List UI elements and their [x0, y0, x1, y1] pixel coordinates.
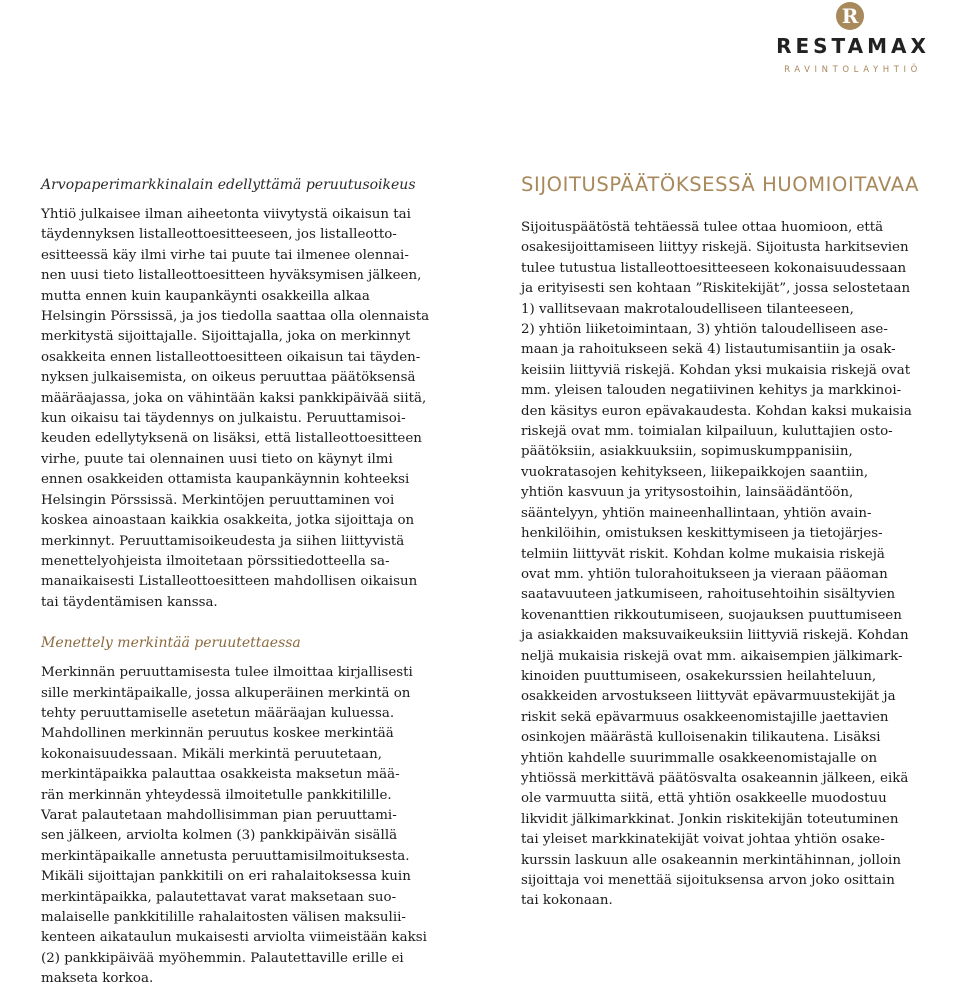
text-line: sijoittaja voi menettää sijoituksensa arvon joko osittain — [521, 873, 895, 888]
text-line: merkintäpaikalle annetusta peruuttamisilmoituksesta. — [41, 848, 410, 864]
text-line: osakkeiden arvostukseen liittyvät epävarmuustekijät ja — [521, 689, 896, 705]
text-line: 2) yhtiön liiketoimintaan, 3) yhtiön taloudelliseen ase- — [521, 322, 888, 338]
left-column — [41, 175, 461, 990]
text-line: täydennyksen listalleottoesitteeseen, jos listalleotto- — [41, 227, 397, 243]
text-line: maan ja rahoitukseen sekä 4) listautumisantiin ja osak- — [521, 342, 896, 358]
text-line: kinoiden puuttumiseen, osakekurssien heilahteluun, — [521, 668, 877, 684]
logo-tagline: RAVINTOLAYHTIÖ — [784, 65, 922, 75]
cancellation-procedure-paragraph — [41, 663, 461, 990]
text-line: kovenanttien rikkoutumiseen, suojauksen puuttumiseen — [521, 607, 902, 623]
text-line: ja erityisesti sen kohtaan ”Riskitekijät”, jossa selostetaan — [521, 281, 911, 297]
text-line: manaikaisesti Listalleottoesitteen mahdollisen oikaisun — [41, 574, 418, 590]
text-line: Sijoituspäätöstä tehtäessä tulee ottaa huomioon, että — [521, 220, 884, 235]
text-line: malaiselle pankkitilille rahalaitosten välisen maksulii- — [41, 910, 406, 925]
text-line: 1) vallitsevaan makrotaloudelliseen tilanteeseen, — [521, 301, 854, 317]
text-line: päätöksiin, asiakkuuksiin, sopimuskumppanisiin, — [521, 444, 853, 460]
text-line: merkinnyt. Peruuttamisoikeudesta ja siihen liittyvistä — [41, 533, 405, 549]
text-line: makseta korkoa. — [41, 971, 154, 987]
text-line: Mahdollinen merkinnän peruutus koskee merkintää — [41, 726, 394, 742]
text-line: Merkinnän peruuttamisesta tulee ilmoittaa kirjallisesti — [41, 665, 413, 681]
text-line: Helsingin Pörssissä. Merkintöjen peruuttaminen voi — [41, 492, 395, 508]
section-heading-cancellation-procedure: Menettely merkintää peruutettaessa — [41, 635, 301, 652]
text-line: Helsingin Pörssissä, ja jos tiedolla saattaa olla olennaista — [41, 309, 430, 325]
text-line: kun oikaisu tai täydennys on julkaistu. Peruuttamisoi- — [41, 411, 406, 427]
text-line: osakkeita ennen listalleottoesitteen oikaisun tai täyden- — [41, 349, 421, 365]
section-heading-investment-considerations: SIJOITUSPÄÄTÖKSESSÄ HUOMIOITAVAA — [521, 173, 920, 196]
text-line: kokonaisuudessaan. Mikäli merkintä peruutetaan, — [41, 746, 382, 762]
text-line: vuokratasojen kehitykseen, liikepaikkojen saantiin, — [521, 464, 869, 480]
right-column — [521, 172, 941, 912]
logo-badge-icon: R — [836, 2, 864, 30]
text-line: riskejä ovat mm. toimialan kilpailuun, kuluttajien osto- — [521, 424, 893, 440]
text-line: ennen osakkeiden ottamista kaupankäynnin kohteeksi — [41, 472, 410, 488]
text-line: telmiin liittyvät riskit. Kohdan kolme mukaisia riskejä — [521, 546, 885, 562]
text-line: määräajassa, joka on vähintään kaksi pankkipäivää siitä, — [41, 390, 427, 406]
text-line: sen jälkeen, arviolta kolmen (3) pankkipäivän sisällä — [41, 828, 398, 844]
text-line: ja asiakkaiden maksuvaikeuksiin liittyviä riskejä. Kohdan — [521, 628, 909, 644]
text-line: riskit sekä epävarmuus osakkeenomistajille jaettavien — [521, 709, 889, 725]
text-line: merkitystä sijoittajalle. Sijoittajalla, joka on merkinnyt — [41, 329, 411, 345]
logo-name: RESTAMAX — [776, 34, 930, 58]
text-line: kenteen aikataulun mukaisesti arviolta viimeistään kaksi — [41, 930, 427, 946]
text-line: (2) pankkipäivää myöhemmin. Palautettaville erille ei — [41, 950, 404, 966]
text-line: tai yleiset markkinatekijät voivat johtaa yhtiön osake- — [521, 832, 885, 848]
text-line: esitteessä käy ilmi virhe tai puute tai ilmenee olennai- — [41, 247, 409, 263]
text-line: neljä mukaisia riskejä ovat mm. aikaisempien jälkimark- — [521, 648, 903, 664]
text-line: Varat palautetaan mahdollisimman pian peruuttami- — [41, 807, 397, 823]
text-line: tai kokonaan. — [521, 893, 613, 909]
text-line: mutta ennen kuin kaupankäynti osakkeilla alkaa — [41, 288, 370, 304]
text-line: ovat mm. yhtiön tulorahoitukseen ja vieraan pääoman — [521, 566, 888, 582]
text-line: yhtiössä merkittävä päätösvalta osakeannin jälkeen, eikä — [521, 770, 909, 786]
text-line: menettelyohjeista ilmoitetaan pörssitiedotteella sa- — [41, 553, 390, 569]
text-line: henkilöihin, omistuksen keskittymiseen ja tietojärjes- — [521, 526, 883, 542]
text-line: keuden edellytyksenä on lisäksi, että listalleottoesitteen — [41, 431, 422, 447]
text-line: rän merkinnän yhteydessä ilmoitetulle pankkitilille. — [41, 787, 392, 803]
text-line: tulee tutustua listalleottoesitteeseen kokonaisuudessaan — [521, 260, 907, 276]
text-line: mm. yleisen talouden negatiivinen kehitys ja markkinoi- — [521, 383, 902, 399]
text-line: osakesijoittamiseen liittyy riskejä. Sijoitusta harkitsevien — [521, 240, 909, 256]
text-line: nyksen julkaisemista, on oikeus peruuttaa päätöksensä — [41, 370, 416, 386]
cancellation-right-paragraph — [41, 205, 461, 613]
text-line: merkintäpaikka, palautettavat varat maksetaan suo- — [41, 889, 397, 905]
text-line: yhtiön kahdelle suurimmalle osakkeenomistajalle on — [521, 750, 878, 766]
text-line: merkintäpaikka palauttaa osakkeista maksetun mää- — [41, 767, 400, 783]
text-line: tai täydentämisen kanssa. — [41, 594, 218, 610]
company-logo — [768, 0, 938, 90]
text-line: saatavuuteen jatkumiseen, rahoitusehtoihin sisältyvien — [521, 587, 896, 603]
text-line: tehty peruuttamiselle asetetun määräajan kuluessa. — [41, 705, 395, 721]
text-line: Mikäli sijoittajan pankkitili on eri rahalaitoksessa kuin — [41, 869, 411, 885]
text-line: nen uusi tieto listalleottoesitteen hyväksymisen jälkeen, — [41, 268, 422, 284]
text-line: virhe, puute tai olennainen uusi tieto on käynyt ilmi — [41, 451, 393, 467]
text-line: ole varmuutta siitä, että yhtiön osakkeelle muodostuu — [521, 791, 887, 807]
text-line: yhtiön kasvuun ja yritysostoihin, lainsäädäntöön, — [521, 485, 854, 501]
text-line: sille merkintäpaikalle, jossa alkuperäinen merkintä on — [41, 685, 411, 701]
text-line: koskea ainoastaan kaikkia osakkeita, jotka sijoittaja on — [41, 513, 415, 529]
text-line: kurssin laskuun alle osakeannin merkintähinnan, jolloin — [521, 852, 901, 868]
text-line: sääntelyyn, yhtiön maineenhallintaan, yhtiön avain- — [521, 505, 872, 521]
text-line: osinkojen määrästä kulloisenakin tilikautena. Lisäksi — [521, 730, 881, 746]
text-line: likvidit jälkimarkkinat. Jonkin riskitekijän toteutuminen — [521, 811, 899, 827]
text-line: Yhtiö julkaisee ilman aiheetonta viivytystä oikaisun tai — [41, 207, 411, 222]
text-line: keisiin liittyviä riskejä. Kohdan yksi mukaisia riskejä ovat — [521, 362, 911, 378]
section-heading-cancellation-right: Arvopaperimarkkinalain edellyttämä peruutusoikeus — [41, 177, 416, 193]
investment-considerations-paragraph — [521, 218, 941, 912]
text-line: den käsitys euron epävakaudesta. Kohdan kaksi mukaisia — [521, 403, 912, 419]
